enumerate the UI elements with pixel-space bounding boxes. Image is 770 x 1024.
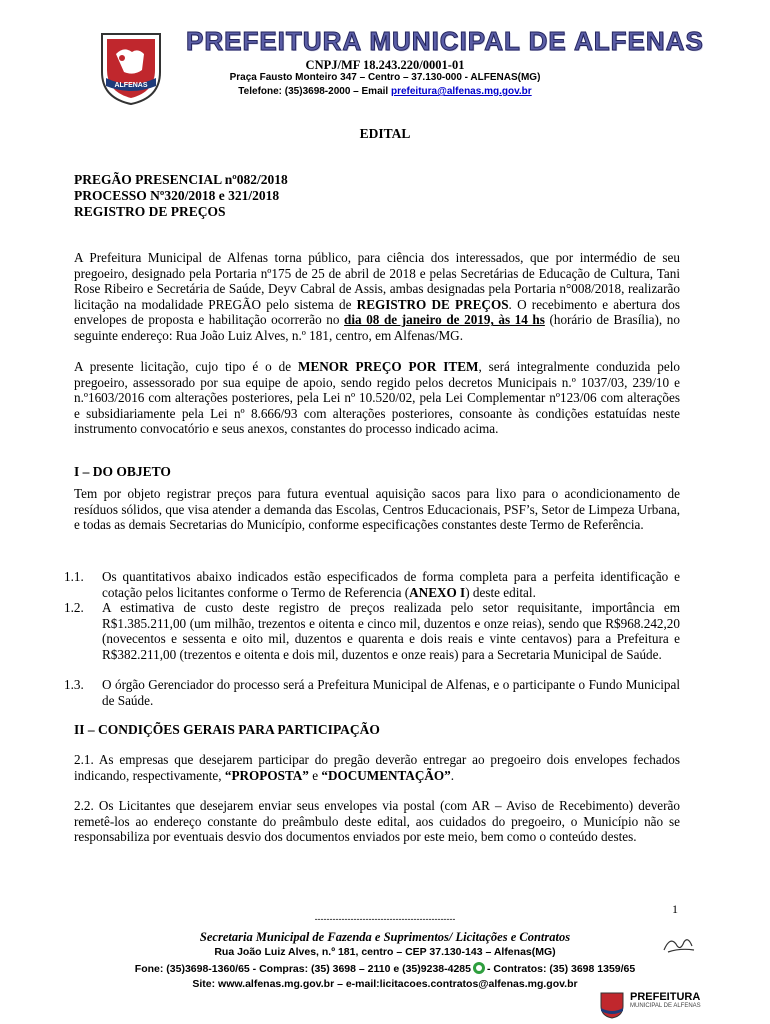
- intro-paragraph-2: [74, 359, 680, 437]
- footer-logo: [598, 990, 718, 1020]
- item-number: 1.3.: [64, 677, 84, 692]
- phone-text: Telefone: (35)3698-2000 – Email: [238, 86, 389, 97]
- document-title: EDITAL: [359, 126, 411, 141]
- item-text: Os quantitativos abaixo indicados estão especificados de forma completa para a perfeita identificação e cotação pelos licitantes conforme o Termo de Referencia (ANEXO I) deste edital.: [102, 569, 680, 600]
- footer-logo-text: PREFEITURA: [630, 991, 701, 1003]
- item-text: A estimativa de custo deste registro de preços realizada pelo setor requisitante, importância em R$1.385.211,00 (um milhão, trezentos e oitenta e cinco mil, duzentos e onze reias), sendo que R$968.242,20 (novecentos e sessenta e oito mil, duzentos e quarenta e dois reais e vinte centavos) para a Prefeitura e R$382.211,00 (trezentos e oitenta e dois mil, duzentos e onze reais) para a Secretaria Municipal de Saúde.: [102, 600, 680, 662]
- page-number: 1: [672, 902, 678, 916]
- header-address: Praça Fausto Monteiro 347 – Centro – 37.130-000 - ALFENAS(MG): [229, 72, 541, 83]
- intro-date: dia 08 de janeiro de 2019, às 14 hs: [344, 312, 545, 328]
- footer-site-email: Site: www.alfenas.mg.gov.br – e-mail:licitacoes.contratos@alfenas.mg.gov.br: [192, 978, 578, 990]
- footer-department: Secretaria Municipal de Fazenda e Suprimentos/ Licitações e Contratos: [199, 930, 571, 944]
- whatsapp-icon: [473, 962, 485, 974]
- intro-text-3: (horário de Brasília), no seguinte endereço: Rua João Luiz Alves, n.º 181, centro, em Alfenas/MG.: [74, 312, 680, 343]
- svg-text:ALFENAS: ALFENAS: [114, 82, 148, 89]
- section-1-text: Tem por objeto registrar preços para futura eventual aquisição sacos para lixo para o acondicionamento de resíduos sólidos, que visa atender a demanda das Escolas, Centros Educacionais, PSF’s, Setor de Limpeza Urbana, e todas as demais Secretarias do Município, conforme especificações constantes deste Termo de Referência.: [74, 486, 680, 533]
- section-2-2: 2.2. Os Licitantes que desejarem enviar seus envelopes via postal (com AR – Aviso de Recebimento) deverão remetê-los ao endereço constante do preâmbulo deste edital, aos cuidados do pregoeiro, o Município não se responsabiliza por eventuais desvio dos documentos enviados por este meio, bem como o conteúdo destes.: [74, 798, 680, 845]
- item-1-3: [64, 677, 680, 708]
- item-number: 1.1.: [64, 569, 84, 584]
- intro-text-2: . O recebimento e abertura dos envelopes de proposta e habilitação ocorrerão no: [74, 296, 681, 328]
- intro2-bold: MENOR PREÇO POR ITEM: [298, 359, 479, 374]
- header-phone-email: [0, 86, 770, 97]
- section-2-1: 2.1. As empresas que desejarem participar do pregão deverão entregar ao pregoeiro dois envelopes fechados indicando, respectivamente, “PROPOSTA” e “DOCUMENTAÇÃO”.: [74, 752, 680, 783]
- intro-text-1: A Prefeitura Municipal de Alfenas torna público, para ciência dos interessados, que por intermédio de seu pregoeiro, designado pela Portaria nº175 de 25 de abril de 2018 e pelas Secretárias de Educação de Cultura, Tani Rose Ribeiro e Secretária de Saúde, Deyv Cabral de Assis, ambas designadas pela Portaria n°008/2018, realizarão licitação na modalidade PREGÃO pelo sistema de: [74, 250, 680, 312]
- intro2-text-2: , será integralmente conduzida pelo pregoeiro, assessorado por sua equipe de apoio, sendo regido pelos decretos Municipais n.º 1037/03, 239/10 e n.º1603/2016 com alterações posteriores, pela Lei nº 10.520/02, pela Lei Complementar nº123/06 com alterações e subsidiariamente pela Lei nº 8.666/93 com alterações posteriores, consoante às condições estatuídas neste instrumento convocatório e seus anexos, constantes do processo indicado acima.: [74, 359, 680, 437]
- process-header: [74, 172, 288, 220]
- registro-line: REGISTRO DE PREÇOS: [74, 204, 226, 219]
- intro-bold: REGISTRO DE PREÇOS: [356, 296, 509, 312]
- cnpj-line: CNPJ/MF 18.243.220/0001-01: [305, 58, 465, 72]
- section-1-title: I – DO OBJETO: [74, 464, 171, 479]
- footer-separator: -----------------------------------------------: [314, 914, 456, 924]
- banner-title: PREFEITURA MUNICIPAL DE ALFENAS: [186, 26, 704, 56]
- item-text: O órgão Gerenciador do processo será a Prefeitura Municipal de Alfenas, e o participante o Fundo Municipal de Saúde.: [102, 677, 680, 708]
- intro2-text-1: A presente licitação, cujo tipo é o de: [74, 359, 292, 374]
- item-number: 1.2.: [64, 600, 84, 615]
- item-1-1: [64, 569, 680, 600]
- intro-paragraph: [74, 250, 680, 344]
- item-1-2: [64, 600, 680, 662]
- footer-phone: [0, 962, 770, 975]
- processo-line: PROCESSO Nº320/2018 e 321/2018: [74, 188, 280, 203]
- email-link[interactable]: prefeitura@alfenas.mg.gov.br: [390, 86, 532, 97]
- footer-logo-subtext: MUNICIPAL DE ALFENAS: [630, 1003, 701, 1009]
- footer-phone-b: - Contratos: (35) 3698 1359/65: [486, 963, 636, 975]
- section-2-title: II – CONDIÇÕES GERAIS PARA PARTICIPAÇÃO: [74, 722, 380, 737]
- footer-address: Rua João Luiz Alves, n.º 181, centro – CEP 37.130-143 – Alfenas(MG): [214, 946, 556, 958]
- pregao-line: PREGÃO PRESENCIAL nº082/2018: [74, 172, 288, 187]
- footer-phone-a: Fone: (35)3698-1360/65 - Compras: (35) 3698 – 2110 e (35)9238-4285: [134, 963, 471, 975]
